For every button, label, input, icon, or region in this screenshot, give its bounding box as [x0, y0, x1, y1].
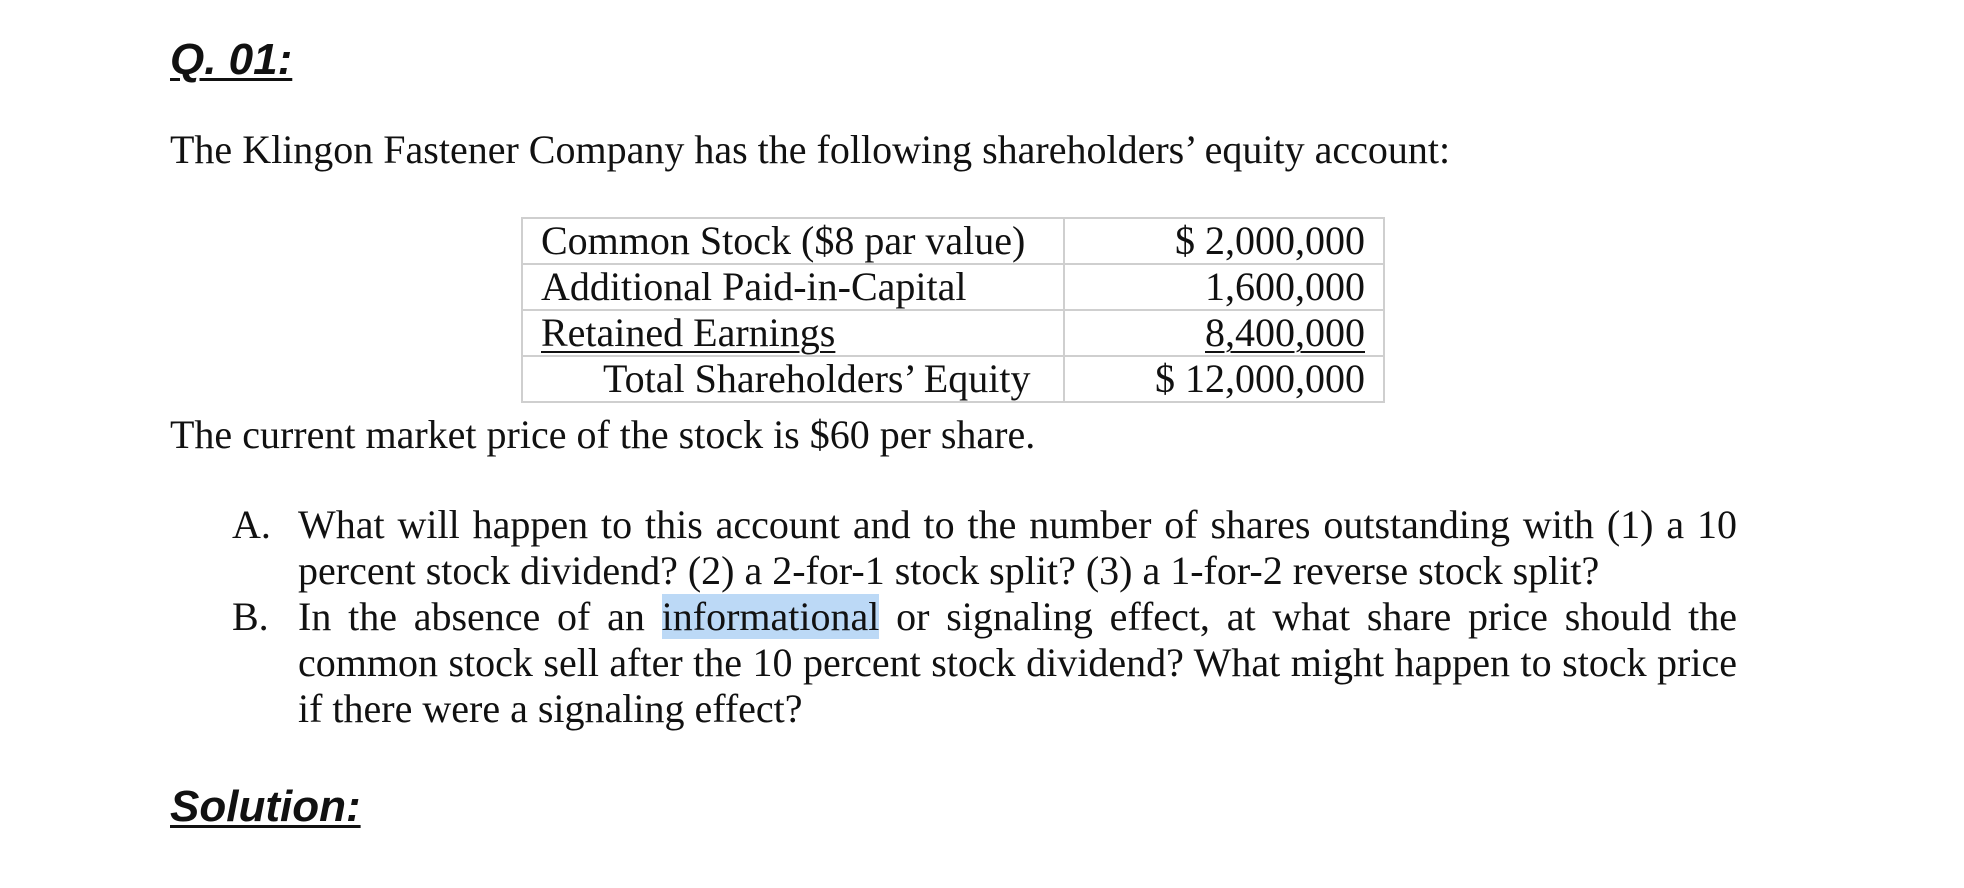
- question-list: [232, 502, 1737, 732]
- equity-table: [521, 217, 1385, 403]
- table-row-total: [522, 356, 1384, 402]
- intro-paragraph: The Klingon Fastener Company has the following shareholders’ equity account:: [170, 127, 1451, 172]
- total-label: Total Shareholders’ Equity: [522, 356, 1064, 402]
- row-amount-container: [1064, 310, 1384, 356]
- item-text[interactable]: [298, 594, 1737, 732]
- list-item: [232, 502, 1737, 594]
- item-marker: B.: [232, 594, 269, 639]
- row-label: Additional Paid-in-Capital: [522, 264, 1064, 310]
- table-row: [522, 310, 1384, 356]
- solution-heading: Solution:: [170, 782, 361, 831]
- item-marker: A.: [232, 502, 271, 547]
- table-row: [522, 264, 1384, 310]
- table-row: [522, 218, 1384, 264]
- selected-text[interactable]: informational: [661, 594, 880, 639]
- row-amount: 1,600,000: [1064, 264, 1384, 310]
- item-text: What will happen to this account and to the number of shares outstanding with (1) a 10 percent stock dividend? (2) a 2-for-1 stock split? (3) a 1-for-2 reverse stock split?: [298, 502, 1737, 593]
- list-item: [232, 594, 1737, 732]
- market-price-paragraph: The current market price of the stock is $60 per share.: [170, 412, 1036, 457]
- question-heading: Q. 01:: [170, 35, 293, 84]
- row-label: Common Stock ($8 par value): [522, 218, 1064, 264]
- row-label: Retained Earnings: [541, 310, 836, 355]
- row-label-container: [522, 310, 1064, 356]
- row-amount: $ 2,000,000: [1064, 218, 1384, 264]
- row-amount: 8,400,000: [1205, 310, 1365, 355]
- text-segment: In the absence of an: [298, 594, 662, 639]
- text-segment: or signaling effect, at what share price should the common stock sell after the 10 percent stock dividend? What might happen to stock price if there were a signaling effect?: [298, 594, 1738, 731]
- total-amount: $ 12,000,000: [1064, 356, 1384, 402]
